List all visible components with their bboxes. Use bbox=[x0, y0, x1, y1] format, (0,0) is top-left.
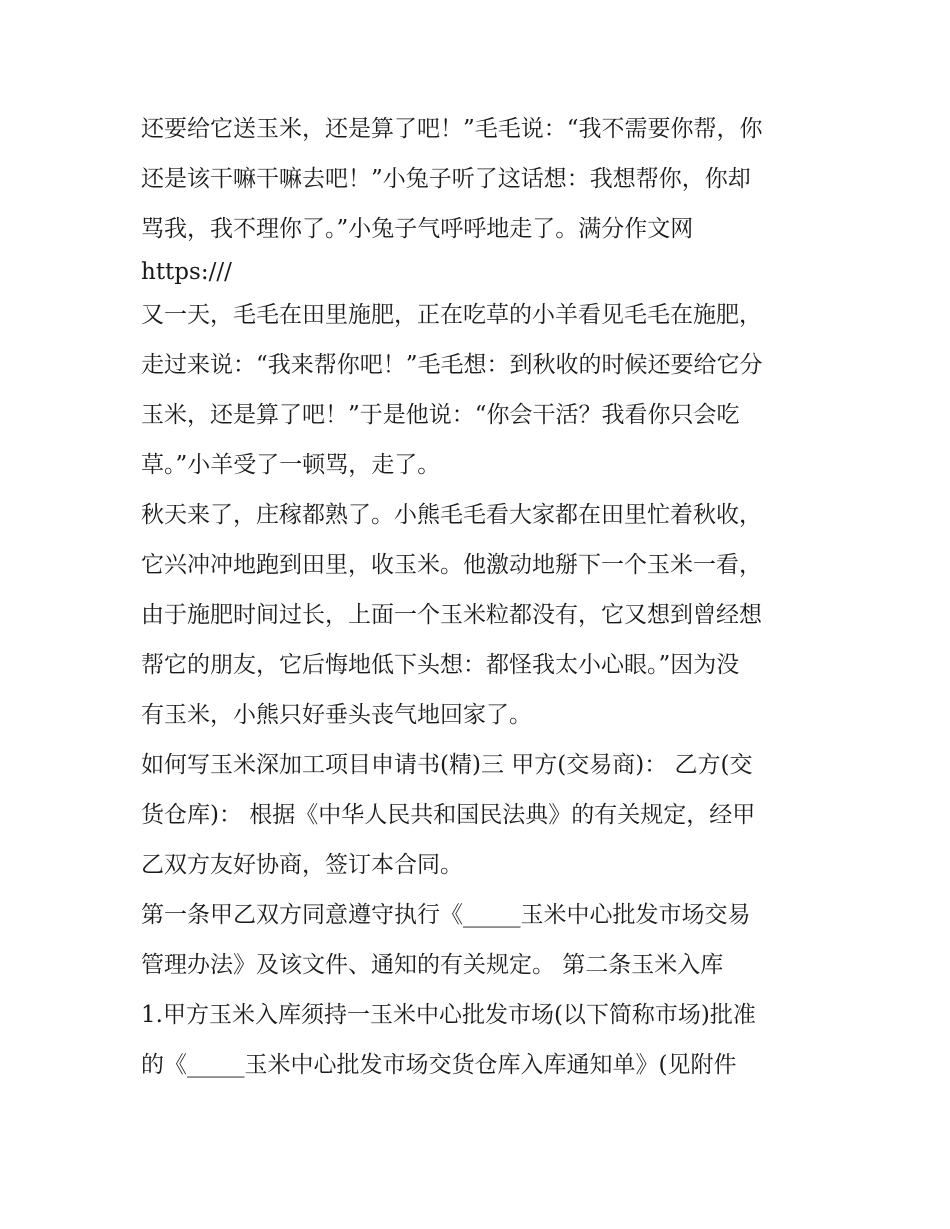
text-line: 如何写玉米深加工项目申请书(精)三 甲方(交易商)： 乙方(交 bbox=[141, 752, 753, 778]
text-line: 还是该干嘛干嘛去吧！”小兔子听了这话想：我想帮你，你却 bbox=[141, 166, 751, 192]
text-line: 第一条甲乙双方同意遵守执行《_____玉米中心批发市场交易 bbox=[141, 902, 751, 928]
text-line: 又一天，毛毛在田里施肥，正在吃草的小羊看见毛毛在施肥， bbox=[141, 302, 762, 328]
text-line: 草。”小羊受了一顿骂，走了。 bbox=[141, 452, 441, 478]
text-line: 的《_____玉米中心批发市场交货仓库入库通知单》(见附件 bbox=[141, 1052, 737, 1078]
text-line: 它兴冲冲地跑到田里，收玉米。他激动地掰下一个玉米一看， bbox=[141, 552, 762, 578]
paragraph-contract-articles bbox=[141, 890, 821, 1090]
document-body bbox=[141, 104, 821, 1090]
text-line: 管理办法》及该文件、通知的有关规定。 第二条玉米入库 bbox=[141, 952, 724, 978]
paragraph-rabbit bbox=[141, 104, 821, 290]
text-line: 秋天来了，庄稼都熟了。小熊毛毛看大家都在田里忙着秋收， bbox=[141, 502, 762, 528]
text-line: 骂我，我不理你了。”小兔子气呼呼地走了。满分作文网 bbox=[141, 216, 694, 242]
text-line: 货仓库)： 根据《中华人民共和国民法典》的有关规定，经甲 bbox=[141, 802, 756, 828]
text-line: 还要给它送玉米，还是算了吧！”毛毛说：“我不需要你帮，你 bbox=[141, 116, 763, 142]
text-line: 乙双方友好协商，签订本合同。 bbox=[141, 852, 463, 878]
text-line: 帮它的朋友，它后悔地低下头想：都怪我太小心眼。”因为没 bbox=[141, 652, 740, 678]
paragraph-sheep bbox=[141, 290, 821, 490]
paragraph-autumn bbox=[141, 490, 821, 740]
text-line: 有玉米，小熊只好垂头丧气地回家了。 bbox=[141, 702, 532, 728]
text-line-url: https:/// bbox=[141, 259, 232, 285]
text-line: 玉米，还是算了吧！”于是他说：“你会干活？我看你只会吃 bbox=[141, 402, 740, 428]
text-line: 1.甲方玉米入库须持一玉米中心批发市场(以下简称市场)批准 bbox=[141, 1002, 756, 1028]
text-line: 由于施肥时间过长，上面一个玉米粒都没有，它又想到曾经想 bbox=[141, 602, 762, 628]
text-line: 走过来说：“我来帮你吧！”毛毛想：到秋收的时候还要给它分 bbox=[141, 352, 763, 378]
paragraph-contract-intro bbox=[141, 740, 821, 890]
